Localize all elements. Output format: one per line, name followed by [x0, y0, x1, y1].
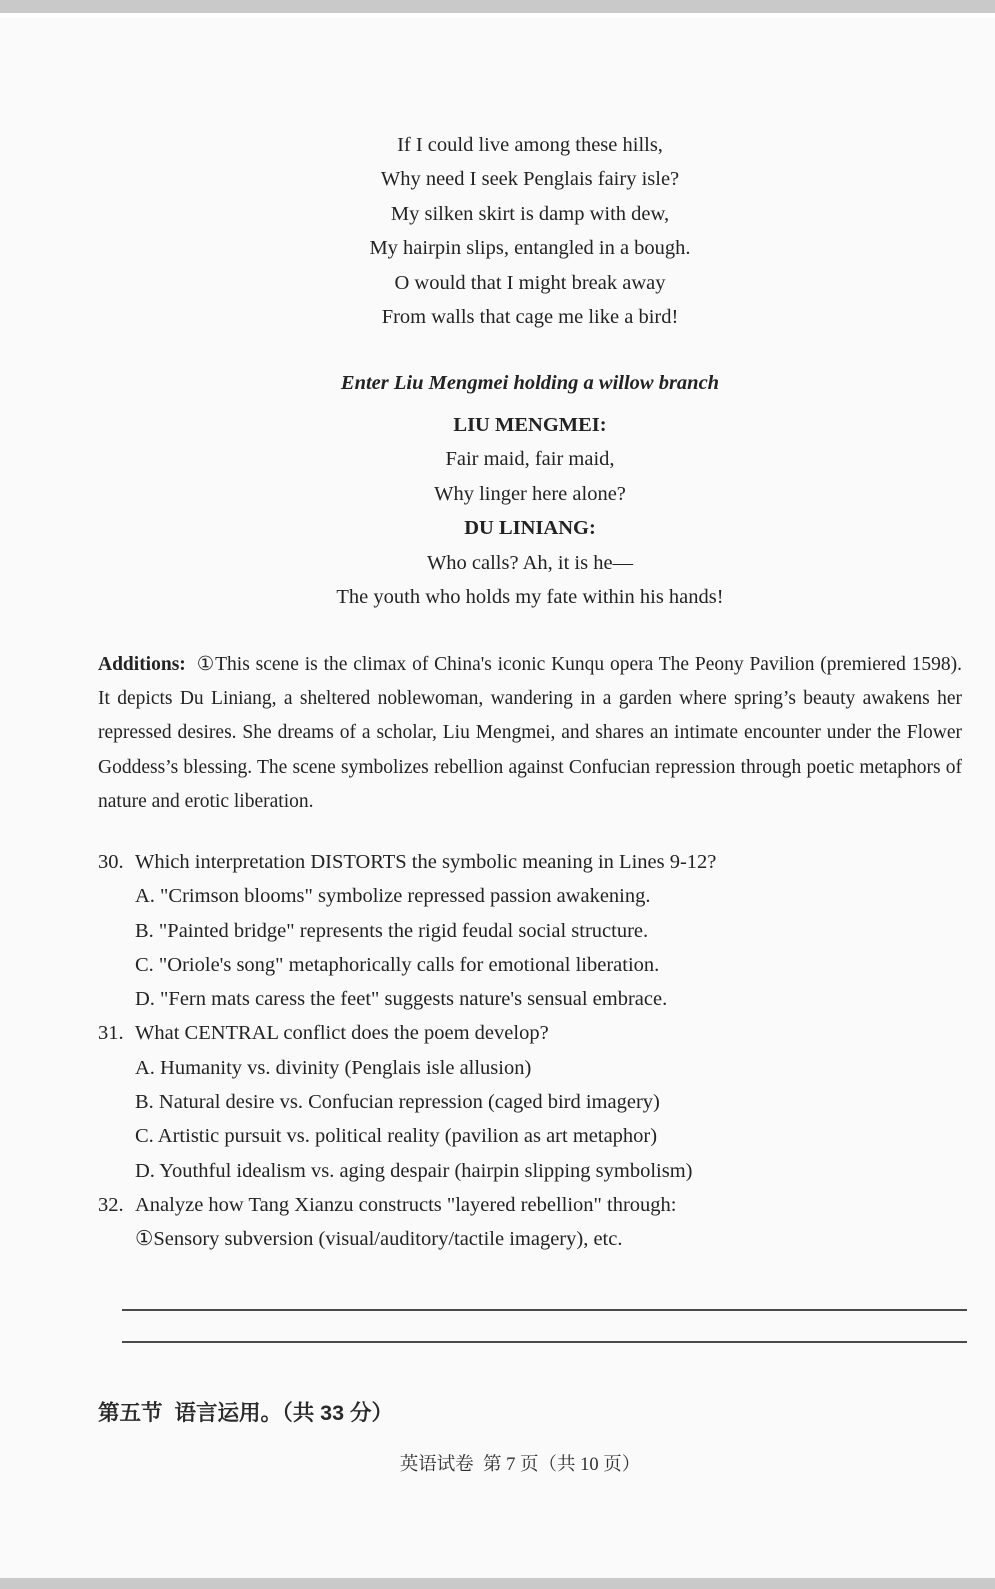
question-number: 30. — [98, 851, 124, 873]
answer-line — [122, 1341, 967, 1343]
additions-text: ①This scene is the climax of China's iconic Kunqu opera The Peony Pavilion (premiered 1598). It depicts Du Liniang, a sheltered noblewoman, wandering in a garden where spring’s beauty awakens her repressed desires. She dreams of a scholar, Liu Mengmei, and shares an intimate encounter under the Flower Goddess’s blessing. The scene symbolizes rebellion against Confucian repression through poetic metaphors of nature and erotic liberation. — [98, 654, 962, 812]
additions-label: Additions: — [98, 654, 186, 675]
dialogue-line: Fair maid, fair maid, — [445, 448, 615, 471]
question-30 — [98, 845, 968, 879]
poem-line: My hairpin slips, entangled in a bough. — [369, 237, 691, 260]
answer-line — [122, 1309, 967, 1311]
scan-edge-bottom — [0, 1578, 995, 1589]
stage-direction: Enter Liu Mengmei holding a willow branch — [340, 372, 720, 394]
poem-block — [98, 128, 962, 334]
scan-edge-top-highlight — [0, 13, 995, 18]
question-31-option-b: B. Natural desire vs. Confucian repression (caged bird imagery) — [135, 1091, 660, 1114]
question-text: What CENTRAL conflict does the poem develop? — [135, 1022, 549, 1045]
dialogue-block — [98, 408, 962, 614]
dialogue-line: Who calls? Ah, it is he— — [426, 551, 634, 574]
scan-edge-top — [0, 0, 995, 13]
question-32-subpoint: ①Sensory subversion (visual/auditory/tactile imagery), etc. — [135, 1228, 623, 1251]
speaker-name: LIU MENGMEI: — [453, 414, 607, 436]
question-31-option-c: C. Artistic pursuit vs. political reality (pavilion as art metaphor) — [135, 1125, 658, 1148]
question-31-option-a: A. Humanity vs. divinity (Penglais isle allusion) — [135, 1056, 532, 1079]
question-31 — [98, 1016, 968, 1050]
poem-line: From walls that cage me like a bird! — [381, 306, 679, 329]
poem-line: Why need I seek Penglais fairy isle? — [380, 168, 680, 191]
question-number: 32. — [98, 1193, 124, 1216]
dialogue-line: Why linger here alone? — [434, 482, 626, 505]
question-text: Analyze how Tang Xianzu constructs "layered rebellion" through: — [135, 1193, 677, 1216]
question-number: 31. — [98, 1022, 124, 1045]
question-30-option-b: B. "Painted bridge" represents the rigid feudal social structure. — [135, 919, 649, 942]
speaker-name: DU LINIANG: — [464, 517, 596, 540]
question-30-option-c: C. "Oriole's song" metaphorically calls for emotional liberation. — [135, 953, 660, 976]
dialogue-line: The youth who holds my fate within his hands! — [336, 586, 724, 609]
questions-block — [98, 845, 968, 1257]
poem-line: O would that I might break away — [394, 271, 666, 294]
question-30-option-d: D. "Fern mats caress the feet" suggests nature's sensual embrace. — [135, 988, 668, 1011]
question-30-option-a: A. "Crimson blooms" symbolize repressed passion awakening. — [135, 885, 651, 908]
page-footer: 英语试卷 第 7 页（共 10 页） — [399, 1455, 641, 1475]
poem-line: My silken skirt is damp with dew, — [390, 202, 670, 225]
additions-paragraph — [98, 648, 962, 819]
question-32 — [98, 1188, 968, 1222]
question-text: Which interpretation DISTORTS the symbolic meaning in Lines 9-12? — [135, 851, 717, 873]
question-31-option-d: D. Youthful idealism vs. aging despair (hairpin slipping symbolism) — [135, 1159, 693, 1182]
poem-line: If I could live among these hills, — [397, 134, 663, 156]
section-header: 第五节 语言运用。（共 33 分） — [98, 1401, 394, 1425]
